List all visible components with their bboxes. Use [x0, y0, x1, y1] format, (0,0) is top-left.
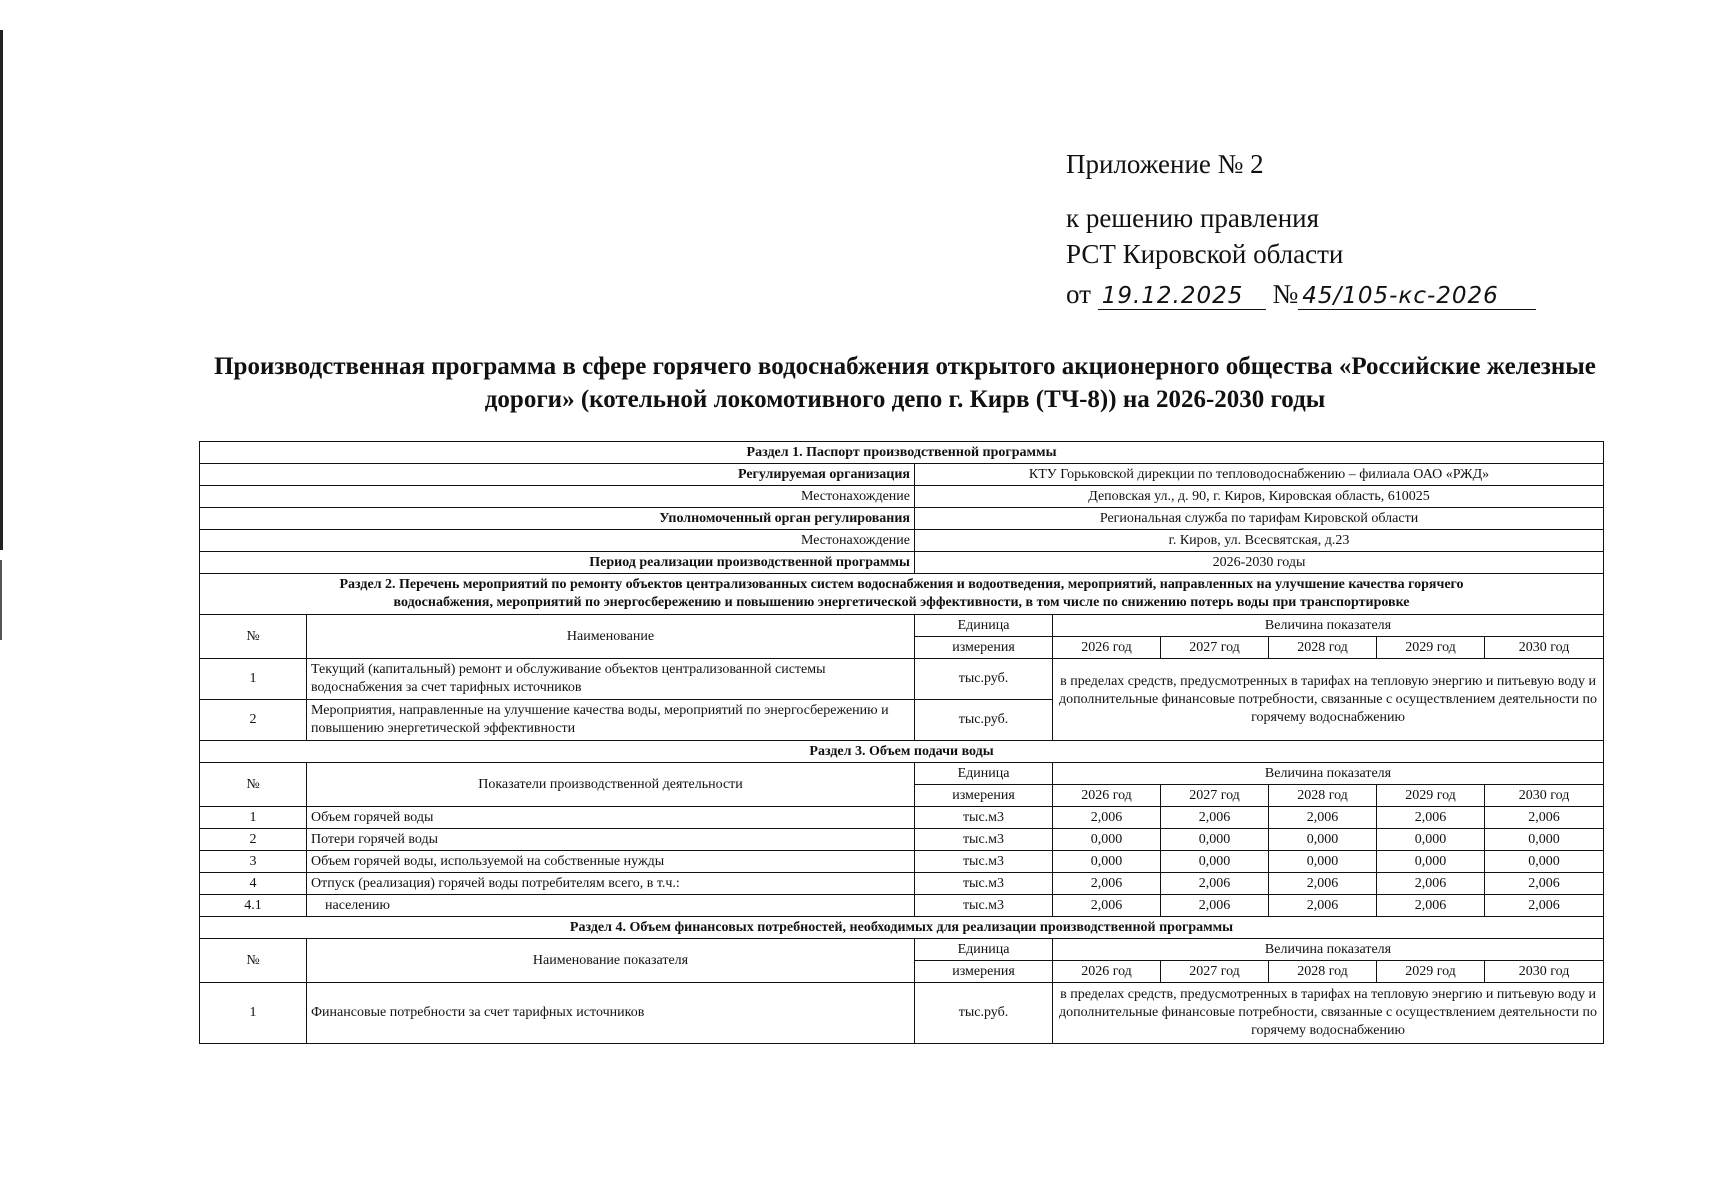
row-number: 4.1 — [200, 895, 307, 917]
col-header-unit-2: измерения — [915, 785, 1053, 807]
value-cell: 0,000 — [1269, 829, 1377, 851]
section2-title-line-1: Раздел 2. Перечень мероприятий по ремонту объектов централизованных систем водоснабжения и водоотведения, мероприятий, направленных на улучшение качества горячего — [339, 577, 1464, 592]
year-header: 2027 год — [1161, 961, 1269, 983]
appendix-line-2: РСТ Кировской области — [1066, 239, 1344, 269]
value-cell: 0,000 — [1053, 829, 1161, 851]
appendix-number: Приложение № 2 — [1066, 149, 1264, 179]
year-header: 2028 год — [1269, 785, 1377, 807]
year-header: 2030 год — [1485, 637, 1604, 659]
passport-value: Региональная служба по тарифам Кировской области — [915, 508, 1604, 530]
scan-edge-mark — [0, 30, 3, 550]
passport-value: КТУ Горьковской дирекции по тепловодоснабжению – филиала ОАО «РЖД» — [915, 464, 1604, 486]
year-header: 2026 год — [1053, 637, 1161, 659]
section2-title — [200, 574, 1604, 615]
passport-label: Период реализации производственной программы — [200, 552, 915, 574]
value-cell: 0,000 — [1269, 851, 1377, 873]
col-header-name: Наименование показателя — [307, 939, 915, 983]
indicator-unit: тыс.м3 — [915, 873, 1053, 895]
year-header: 2027 год — [1161, 637, 1269, 659]
value-cell: 2,006 — [1053, 895, 1161, 917]
indicator-name: Потери горячей воды — [307, 829, 915, 851]
number-prefix: № — [1272, 279, 1299, 309]
col-header-value: Величина показателя — [1053, 615, 1604, 637]
value-cell: 2,006 — [1377, 873, 1485, 895]
year-header: 2029 год — [1377, 785, 1485, 807]
passport-value: Деповская ул., д. 90, г. Киров, Кировская область, 610025 — [915, 486, 1604, 508]
col-header-name: Показатели производственной деятельности — [307, 763, 915, 807]
passport-row — [200, 486, 1604, 508]
value-cell: 2,006 — [1053, 873, 1161, 895]
passport-label: Местонахождение — [200, 530, 915, 552]
merged-note: в пределах средств, предусмотренных в тарифах на тепловую энергию и питьевую воду и дополнительные финансовые потребности, связанные с осуществлением деятельности по горячему водоснабжению — [1053, 983, 1604, 1044]
value-cell: 0,000 — [1053, 851, 1161, 873]
col-header-number: № — [200, 615, 307, 659]
merged-note: в пределах средств, предусмотренных в тарифах на тепловую энергию и питьевую воду и дополнительные финансовые потребности, связанные с осуществлением деятельности по горячему водоснабжению — [1053, 659, 1604, 741]
value-cell: 0,000 — [1377, 829, 1485, 851]
passport-row — [200, 508, 1604, 530]
value-cell: 2,006 — [1485, 873, 1604, 895]
value-cell: 2,006 — [1377, 807, 1485, 829]
value-cell: 0,000 — [1485, 851, 1604, 873]
passport-row — [200, 530, 1604, 552]
year-header: 2030 год — [1485, 785, 1604, 807]
row-number: 1 — [200, 807, 307, 829]
handwritten-decision-number: 45/105-кс-2026 — [1298, 283, 1536, 310]
col-header-unit-2: измерения — [915, 961, 1053, 983]
indicator-name: населению — [307, 895, 915, 917]
value-cell: 2,006 — [1485, 895, 1604, 917]
measure-row — [200, 659, 1604, 700]
value-cell: 0,000 — [1161, 851, 1269, 873]
appendix-line-1: к решению правления — [1066, 203, 1320, 233]
measure-name: Текущий (капитальный) ремонт и обслуживание объектов централизованной системы водоснабжения за счет тарифных источников — [307, 659, 915, 700]
row-number: 2 — [200, 829, 307, 851]
col-header-unit: Единица — [915, 615, 1053, 637]
year-header: 2029 год — [1377, 637, 1485, 659]
col-header-unit-2: измерения — [915, 637, 1053, 659]
section3-title: Раздел 3. Объем подачи воды — [200, 741, 1604, 763]
row-number: 1 — [200, 659, 307, 700]
indicator-name: Объем горячей воды, используемой на собственные нужды — [307, 851, 915, 873]
value-cell: 2,006 — [1161, 807, 1269, 829]
year-header: 2029 год — [1377, 961, 1485, 983]
measure-name: Мероприятия, направленные на улучшение качества воды, мероприятий по энергосбережению и повышению энергетической эффективности — [307, 700, 915, 741]
indicator-unit: тыс.м3 — [915, 807, 1053, 829]
finance-name: Финансовые потребности за счет тарифных источников — [307, 983, 915, 1044]
value-cell: 0,000 — [1485, 829, 1604, 851]
date-prefix: от — [1066, 279, 1091, 309]
year-header: 2026 год — [1053, 961, 1161, 983]
passport-row — [200, 464, 1604, 486]
passport-value: 2026-2030 годы — [915, 552, 1604, 574]
year-header: 2027 год — [1161, 785, 1269, 807]
indicator-unit: тыс.м3 — [915, 829, 1053, 851]
program-table — [199, 441, 1604, 1044]
passport-label: Уполномоченный орган регулирования — [200, 508, 915, 530]
volume-row — [200, 807, 1604, 829]
year-header: 2028 год — [1269, 637, 1377, 659]
indicator-unit: тыс.м3 — [915, 895, 1053, 917]
value-cell: 2,006 — [1161, 873, 1269, 895]
col-header-unit: Единица — [915, 939, 1053, 961]
volume-row — [200, 829, 1604, 851]
appendix-date-line — [1066, 276, 1536, 312]
indicator-name: Отпуск (реализация) горячей воды потребителям всего, в т.ч.: — [307, 873, 915, 895]
finance-unit: тыс.руб. — [915, 983, 1053, 1044]
passport-label: Регулируемая организация — [200, 464, 915, 486]
year-header: 2030 год — [1485, 961, 1604, 983]
col-header-unit: Единица — [915, 763, 1053, 785]
value-cell: 2,006 — [1485, 807, 1604, 829]
volume-row — [200, 873, 1604, 895]
document-title: Производственная программа в сфере горячего водоснабжения открытого акционерного общества «Российские железные дороги» (котельной локомотивного депо г. Кирв (ТЧ-8)) на 2026-2030 годы — [214, 353, 1596, 413]
passport-row — [200, 552, 1604, 574]
value-cell: 2,006 — [1161, 895, 1269, 917]
row-number: 2 — [200, 700, 307, 741]
value-cell: 0,000 — [1161, 829, 1269, 851]
value-cell: 2,006 — [1269, 895, 1377, 917]
indicator-name: Объем горячей воды — [307, 807, 915, 829]
passport-value: г. Киров, ул. Всесвятская, д.23 — [915, 530, 1604, 552]
section1-title: Раздел 1. Паспорт производственной программы — [200, 442, 1604, 464]
col-header-number: № — [200, 763, 307, 807]
volume-row — [200, 851, 1604, 873]
value-cell: 2,006 — [1269, 807, 1377, 829]
col-header-name: Наименование — [307, 615, 915, 659]
value-cell: 2,006 — [1269, 873, 1377, 895]
measure-unit: тыс.руб. — [915, 700, 1053, 741]
col-header-number: № — [200, 939, 307, 983]
section2-title-line-2: водоснабжения, мероприятий по энергосбережению и повышению энергетической эффективности, в том числе по снижению потерь воды при транспортировке — [393, 595, 1410, 610]
measure-unit: тыс.руб. — [915, 659, 1053, 700]
year-header: 2026 год — [1053, 785, 1161, 807]
section4-title: Раздел 4. Объем финансовых потребностей, необходимых для реализации производственной программы — [200, 917, 1604, 939]
row-number: 3 — [200, 851, 307, 873]
value-cell: 2,006 — [1377, 895, 1485, 917]
appendix-header — [1066, 146, 1536, 312]
finance-row — [200, 983, 1604, 1044]
handwritten-date: 19.12.2025 — [1098, 283, 1266, 310]
passport-label: Местонахождение — [200, 486, 915, 508]
row-number: 4 — [200, 873, 307, 895]
value-cell: 2,006 — [1053, 807, 1161, 829]
row-number: 1 — [200, 983, 307, 1044]
col-header-value: Величина показателя — [1053, 763, 1604, 785]
col-header-value: Величина показателя — [1053, 939, 1604, 961]
year-header: 2028 год — [1269, 961, 1377, 983]
indicator-unit: тыс.м3 — [915, 851, 1053, 873]
volume-row — [200, 895, 1604, 917]
value-cell: 0,000 — [1377, 851, 1485, 873]
scan-edge-mark — [0, 560, 2, 640]
